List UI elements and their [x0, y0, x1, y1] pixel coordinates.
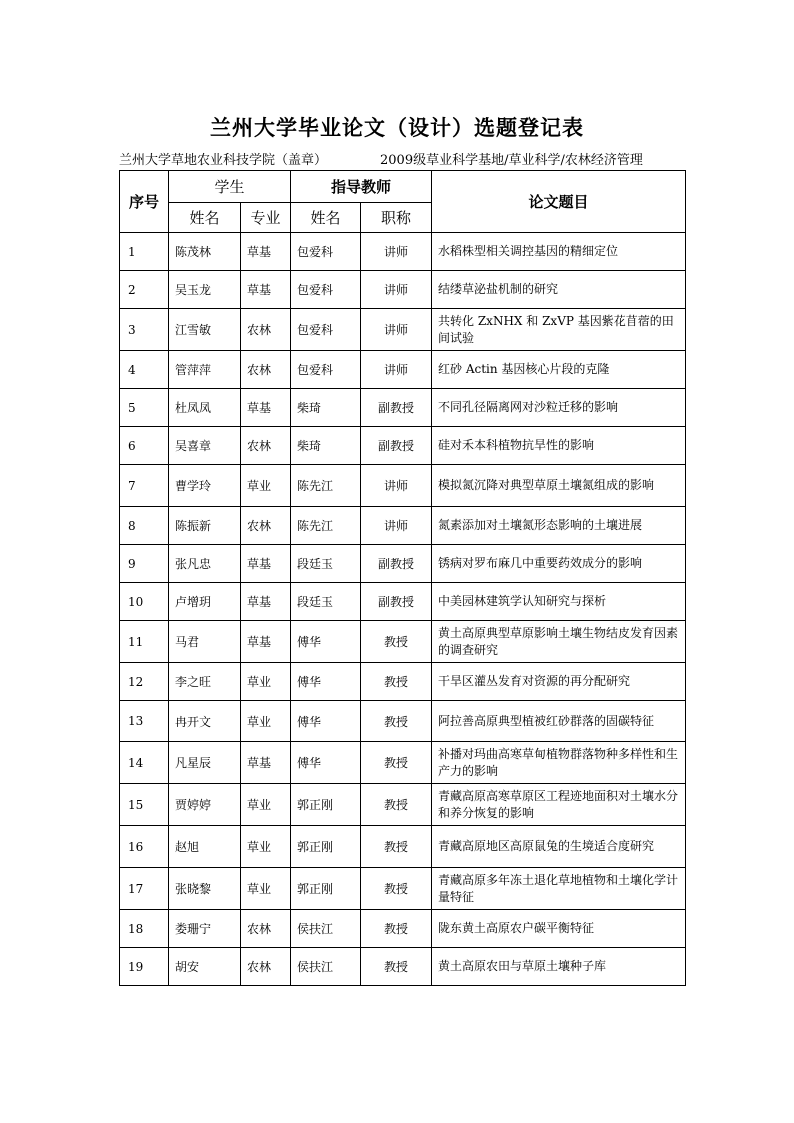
- thesis-topic: 黄土高原农田与草原土壤种子库: [432, 948, 686, 986]
- table-row: [120, 465, 686, 507]
- student-major: 农林: [241, 309, 291, 351]
- student-major: 农林: [241, 427, 291, 465]
- row-number: 14: [120, 742, 169, 784]
- row-number: 10: [120, 583, 169, 621]
- student-name: 陈茂林: [169, 233, 241, 271]
- student-name: 陈振新: [169, 507, 241, 545]
- table-row: [120, 545, 686, 583]
- table-row: [120, 507, 686, 545]
- advisor-title: 教授: [361, 826, 432, 868]
- table-row: [120, 309, 686, 351]
- advisor-name: 包爱科: [291, 271, 361, 309]
- advisor-name: 段廷玉: [291, 583, 361, 621]
- table-row: [120, 427, 686, 465]
- student-name: 吴玉龙: [169, 271, 241, 309]
- row-number: 1: [120, 233, 169, 271]
- student-name: 杜凤凤: [169, 389, 241, 427]
- thesis-topic: 结缕草泌盐机制的研究: [432, 271, 686, 309]
- table-row: [120, 742, 686, 784]
- table-row: [120, 701, 686, 742]
- table-row: [120, 233, 686, 271]
- advisor-title: 教授: [361, 621, 432, 663]
- student-major: 草业: [241, 701, 291, 742]
- advisor-title: 教授: [361, 784, 432, 826]
- student-major: 草基: [241, 621, 291, 663]
- advisor-name: 傅华: [291, 621, 361, 663]
- student-major: 农林: [241, 507, 291, 545]
- table-row: [120, 826, 686, 868]
- table-row: [120, 868, 686, 910]
- student-major: 草基: [241, 545, 291, 583]
- row-number: 6: [120, 427, 169, 465]
- thesis-topic: 补播对玛曲高寒草甸植物群落物种多样性和生产力的影响: [432, 742, 686, 784]
- advisor-name: 包爱科: [291, 233, 361, 271]
- advisor-title: 教授: [361, 948, 432, 986]
- advisor-title: 副教授: [361, 427, 432, 465]
- registration-table: [119, 170, 686, 986]
- thesis-topic: 硅对禾本科植物抗旱性的影响: [432, 427, 686, 465]
- advisor-title: 讲师: [361, 309, 432, 351]
- thesis-topic: 氮素添加对土壤氮形态影响的土壤进展: [432, 507, 686, 545]
- table-row: [120, 910, 686, 948]
- row-number: 4: [120, 351, 169, 389]
- row-number: 9: [120, 545, 169, 583]
- student-name: 李之旺: [169, 663, 241, 701]
- row-number: 13: [120, 701, 169, 742]
- row-number: 12: [120, 663, 169, 701]
- advisor-name: 傅华: [291, 663, 361, 701]
- advisor-name: 柴琦: [291, 427, 361, 465]
- advisor-name: 傅华: [291, 701, 361, 742]
- row-number: 3: [120, 309, 169, 351]
- table-row: [120, 784, 686, 826]
- advisor-title: 副教授: [361, 545, 432, 583]
- table-row: [120, 389, 686, 427]
- advisor-title: 教授: [361, 742, 432, 784]
- table-row: [120, 583, 686, 621]
- student-major: 农林: [241, 910, 291, 948]
- college-name: 兰州大学草地农业科技学院（盖章）: [119, 153, 328, 168]
- advisor-title: 教授: [361, 701, 432, 742]
- advisor-name: 包爱科: [291, 351, 361, 389]
- table-row: [120, 621, 686, 663]
- advisor-title: 教授: [361, 663, 432, 701]
- thesis-topic: 不同孔径隔离网对沙粒迁移的影响: [432, 389, 686, 427]
- table-row: [120, 663, 686, 701]
- row-number: 5: [120, 389, 169, 427]
- student-name: 娄珊宁: [169, 910, 241, 948]
- thesis-topic: 青藏高原高寒草原区工程迹地面积对土壤水分和养分恢复的影响: [432, 784, 686, 826]
- thesis-topic: 锈病对罗布麻几中重要药效成分的影响: [432, 545, 686, 583]
- row-number: 8: [120, 507, 169, 545]
- student-name: 卢增玥: [169, 583, 241, 621]
- thesis-topic: 陇东黄土高原农户碳平衡特征: [432, 910, 686, 948]
- thesis-topic: 青藏高原地区高原鼠兔的生境适合度研究: [432, 826, 686, 868]
- row-number: 18: [120, 910, 169, 948]
- thesis-topic: 黄土高原典型草原影响土壤生物结皮发育因素的调查研究: [432, 621, 686, 663]
- advisor-title: 副教授: [361, 583, 432, 621]
- row-number: 7: [120, 465, 169, 507]
- page-title: 兰州大学毕业论文（设计）选题登记表: [210, 115, 584, 140]
- advisor-name: 郭正刚: [291, 784, 361, 826]
- advisor-title: 教授: [361, 868, 432, 910]
- thesis-topic: 模拟氮沉降对典型草原土壤氮组成的影响: [432, 465, 686, 507]
- advisor-name: 段廷玉: [291, 545, 361, 583]
- header-major: 专业: [241, 203, 291, 233]
- student-major: 草基: [241, 742, 291, 784]
- thesis-topic: 阿拉善高原典型植被红砂群落的固碳特征: [432, 701, 686, 742]
- row-number: 11: [120, 621, 169, 663]
- row-number: 17: [120, 868, 169, 910]
- header-advisor-name: 姓名: [291, 203, 361, 233]
- grade-major: 2009级草业科学基地/草业科学/农林经济管理: [380, 153, 643, 168]
- advisor-name: 陈先江: [291, 507, 361, 545]
- header-student-name: 姓名: [169, 203, 241, 233]
- student-name: 江雪敏: [169, 309, 241, 351]
- thesis-topic: 水稻株型相关调控基因的精细定位: [432, 233, 686, 271]
- header-advisor: 指导教师: [291, 171, 432, 203]
- student-name: 张凡忠: [169, 545, 241, 583]
- table-row: [120, 351, 686, 389]
- student-major: 农林: [241, 948, 291, 986]
- student-major: 草基: [241, 389, 291, 427]
- header-title: 职称: [361, 203, 432, 233]
- header-seq: 序号: [120, 171, 169, 233]
- student-name: 管萍萍: [169, 351, 241, 389]
- student-major: 草基: [241, 583, 291, 621]
- student-name: 吴喜章: [169, 427, 241, 465]
- advisor-title: 讲师: [361, 507, 432, 545]
- student-name: 赵旭: [169, 826, 241, 868]
- thesis-topic: 中美园林建筑学认知研究与探析: [432, 583, 686, 621]
- student-major: 草基: [241, 233, 291, 271]
- thesis-topic: 青藏高原多年冻土退化草地植物和土壤化学计量特征: [432, 868, 686, 910]
- student-name: 曹学玲: [169, 465, 241, 507]
- header-student: 学生: [169, 171, 291, 203]
- student-name: 贾婷婷: [169, 784, 241, 826]
- row-number: 15: [120, 784, 169, 826]
- advisor-title: 教授: [361, 910, 432, 948]
- advisor-title: 讲师: [361, 233, 432, 271]
- student-major: 草业: [241, 663, 291, 701]
- student-major: 草业: [241, 784, 291, 826]
- student-major: 草基: [241, 271, 291, 309]
- advisor-title: 副教授: [361, 389, 432, 427]
- student-major: 农林: [241, 351, 291, 389]
- advisor-name: 包爱科: [291, 309, 361, 351]
- advisor-name: 陈先江: [291, 465, 361, 507]
- thesis-topic: 红砂 Actin 基因核心片段的克隆: [432, 351, 686, 389]
- advisor-title: 讲师: [361, 465, 432, 507]
- advisor-name: 柴琦: [291, 389, 361, 427]
- row-number: 2: [120, 271, 169, 309]
- student-name: 马君: [169, 621, 241, 663]
- student-name: 胡安: [169, 948, 241, 986]
- student-major: 草业: [241, 465, 291, 507]
- student-name: 冉开文: [169, 701, 241, 742]
- advisor-name: 侯扶江: [291, 948, 361, 986]
- advisor-name: 傅华: [291, 742, 361, 784]
- advisor-name: 侯扶江: [291, 910, 361, 948]
- row-number: 19: [120, 948, 169, 986]
- student-name: 凡星辰: [169, 742, 241, 784]
- thesis-topic: 共转化 ZxNHX 和 ZxVP 基因紫花苜蓿的田间试验: [432, 309, 686, 351]
- student-name: 张晓黎: [169, 868, 241, 910]
- advisor-name: 郭正刚: [291, 826, 361, 868]
- header-topic: 论文题目: [432, 171, 686, 233]
- student-major: 草业: [241, 868, 291, 910]
- advisor-name: 郭正刚: [291, 868, 361, 910]
- table-row: [120, 271, 686, 309]
- table-row: [120, 948, 686, 986]
- advisor-title: 讲师: [361, 271, 432, 309]
- student-major: 草业: [241, 826, 291, 868]
- row-number: 16: [120, 826, 169, 868]
- advisor-title: 讲师: [361, 351, 432, 389]
- thesis-topic: 干旱区灌丛发育对资源的再分配研究: [432, 663, 686, 701]
